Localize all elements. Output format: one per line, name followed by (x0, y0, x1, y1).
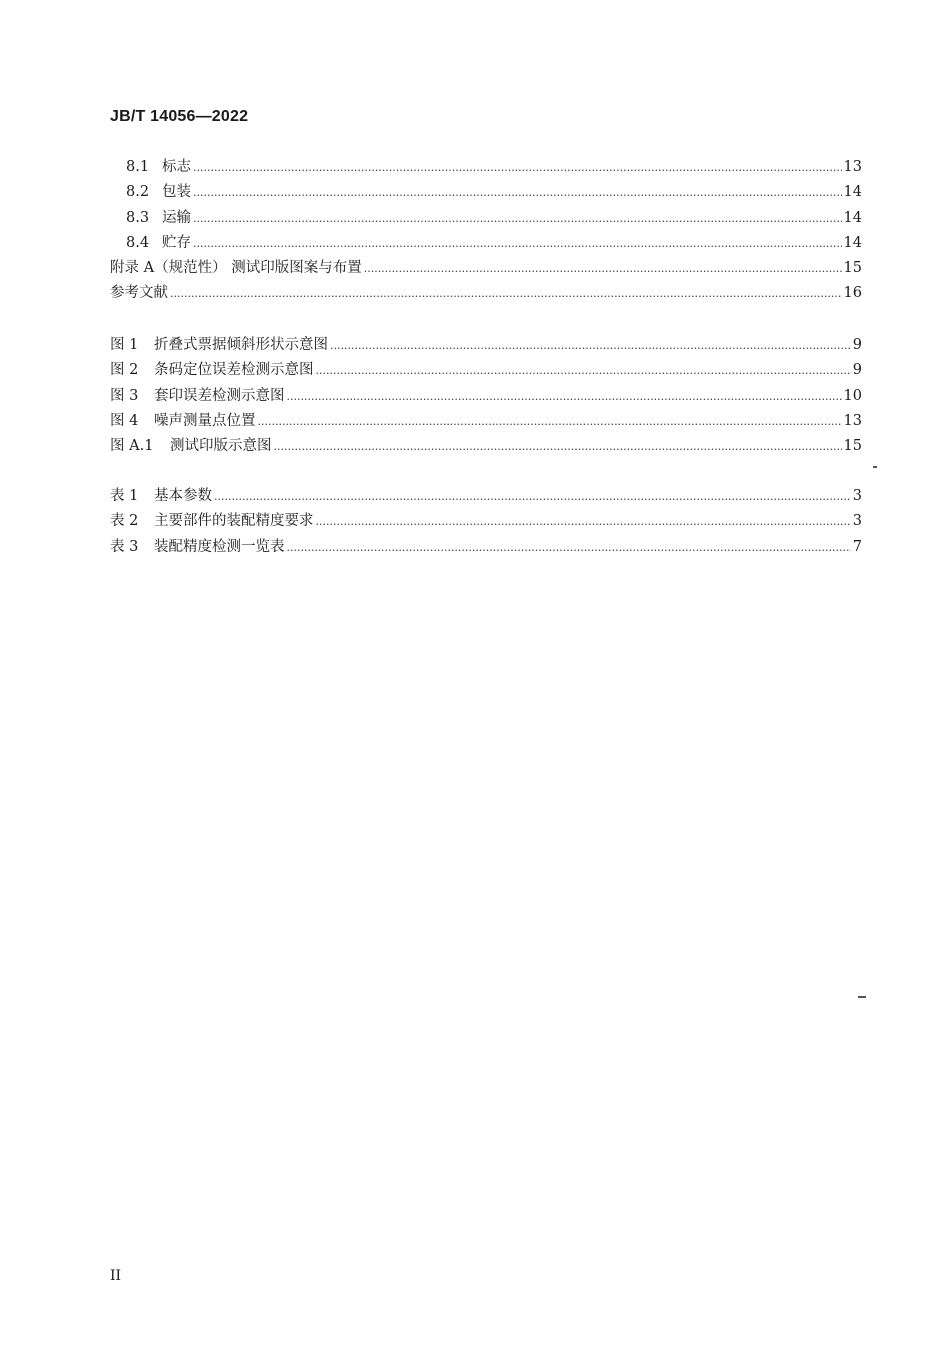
toc-entry-number: 图 4 (110, 412, 139, 429)
toc-entry-appendix-a[interactable] (110, 256, 862, 281)
scan-artifact-mark (873, 466, 877, 468)
toc-dot-leader (193, 210, 842, 226)
toc-entry-title: 条码定位误差检测示意图 (154, 362, 314, 379)
toc-entry-page: 3 (852, 488, 862, 504)
toc-entry-page: 14 (843, 234, 862, 251)
toc-dot-leader (330, 337, 851, 353)
toc-entry-title: 装配精度检测一览表 (154, 538, 285, 555)
toc-entry-number: 表 2 (110, 513, 139, 530)
toc-entry-8-1[interactable] (110, 155, 862, 180)
toc-entry-number: 8.1 (126, 159, 150, 175)
toc-figure-2[interactable] (110, 358, 862, 383)
toc-dot-leader (287, 539, 851, 555)
toc-figures (110, 333, 862, 459)
toc-entry-title: 测试印版示意图 (170, 438, 272, 455)
toc-entry-page: 14 (843, 209, 862, 226)
toc-entry-title: 贮存 (162, 234, 191, 251)
toc-entry-page: 14 (843, 184, 862, 201)
toc-figure-4[interactable] (110, 409, 862, 434)
standard-code-header: JB/T 14056—2022 (110, 108, 249, 125)
toc-entry-page: 15 (843, 438, 862, 455)
toc-dot-leader (316, 513, 851, 529)
toc-entry-title: 套印误差检测示意图 (154, 387, 285, 404)
toc-entry-number: 图 3 (110, 387, 139, 404)
toc-dot-leader (364, 260, 842, 276)
toc-entry-page: 3 (852, 513, 862, 530)
toc-entry-page: 16 (843, 285, 862, 302)
toc-table-2[interactable] (110, 509, 862, 534)
toc-entry-page: 10 (843, 387, 862, 404)
toc-sections (110, 155, 862, 307)
toc-dot-leader (214, 488, 851, 504)
toc-entry-8-3[interactable] (110, 206, 862, 231)
page-number: II (110, 1268, 122, 1284)
toc-entry-number: 表 1 (110, 488, 139, 504)
scan-artifact-mark (858, 996, 866, 998)
toc-figure-3[interactable] (110, 384, 862, 409)
toc-entry-title: 包装 (162, 184, 191, 201)
toc-entry-title: 基本参数 (154, 488, 212, 504)
toc-entry-page: 9 (852, 337, 862, 353)
toc-dot-leader (193, 235, 842, 251)
toc-entry-title: 噪声测量点位置 (154, 412, 256, 429)
toc-table-1[interactable] (110, 484, 862, 509)
toc-entry-page: 13 (843, 412, 862, 429)
toc-entry-title: 附录 A（规范性） 测试印版图案与布置 (110, 260, 362, 277)
toc-entry-page: 15 (843, 260, 862, 277)
toc-entry-page: 13 (843, 159, 862, 175)
toc-table-3[interactable] (110, 535, 862, 560)
toc-dot-leader (170, 285, 842, 301)
toc-entry-number: 8.3 (126, 209, 150, 226)
toc-dot-leader (258, 413, 842, 429)
toc-entry-number: 图 1 (110, 337, 139, 353)
toc-figure-1[interactable] (110, 333, 862, 358)
toc-figure-a1[interactable] (110, 434, 862, 459)
toc-entry-title: 参考文献 (110, 285, 168, 302)
toc-tables (110, 484, 862, 560)
toc-entry-title: 折叠式票据倾斜形状示意图 (154, 337, 328, 353)
toc-dot-leader (193, 159, 842, 175)
toc-entry-page: 7 (852, 538, 862, 555)
toc-dot-leader (316, 362, 851, 378)
toc-entry-title: 主要部件的装配精度要求 (154, 513, 314, 530)
toc-entry-8-4[interactable] (110, 231, 862, 256)
toc-entry-references[interactable] (110, 281, 862, 306)
toc-entry-number: 图 2 (110, 362, 139, 379)
toc-entry-title: 运输 (162, 209, 191, 226)
toc-dot-leader (287, 388, 842, 404)
toc-entry-page: 9 (852, 362, 862, 379)
toc-entry-number: 8.2 (126, 184, 150, 201)
toc-entry-number: 表 3 (110, 538, 139, 555)
toc-entry-number: 8.4 (126, 234, 150, 251)
toc-entry-number: 图 A.1 (110, 438, 154, 455)
toc-dot-leader (193, 184, 842, 200)
toc-dot-leader (274, 438, 842, 454)
toc-entry-8-2[interactable] (110, 180, 862, 205)
toc-entry-title: 标志 (162, 159, 191, 175)
